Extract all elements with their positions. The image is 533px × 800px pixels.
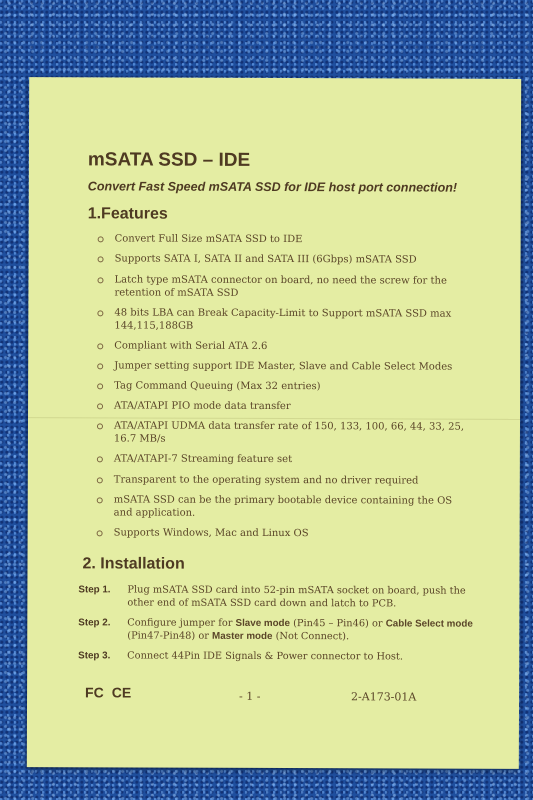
step-text: Configure jumper for Slave mode (Pin45 – Pin46) or Cable Select mode (Pin47-Pin48) or Master mode (Not Connect). <box>127 617 473 643</box>
step-label: Step 2. <box>78 617 111 629</box>
installation-heading: 2. Installation <box>82 555 185 573</box>
fcc-logo-icon: FC <box>85 684 104 701</box>
step-text: Plug mSATA SSD card into 52-pin mSATA socket on board, push the other end of mSATA SSD card down and latch to PCB. <box>127 584 466 610</box>
feature-item: ATA/ATAPI UDMA data transfer rate of 150, 133, 100, 66, 44, 33, 25, 16.7 MB/s <box>114 419 474 446</box>
feature-item: mSATA SSD can be the primary bootable device containing the OS and application. <box>114 493 474 520</box>
bullet-icon <box>97 343 103 349</box>
feature-item: ATA/ATAPI-7 Streaming feature set <box>114 452 474 466</box>
bullet-icon <box>97 403 103 409</box>
feature-item: Jumper setting support IDE Master, Slave and Cable Select Modes <box>114 359 474 373</box>
step-1 <box>78 583 478 610</box>
feature-item: Transparent to the operating system and no driver required <box>114 473 474 487</box>
bullet-icon <box>97 456 103 462</box>
product-title: mSATA SSD – IDE <box>87 149 251 171</box>
step-text: Connect 44Pin IDE Signals & Power connector to Host. <box>127 650 404 663</box>
slave-mode-term: Slave mode <box>235 617 291 630</box>
feature-item: 48 bits LBA can Break Capacity-Limit to Support mSATA SSD max 144,115,188GB <box>114 306 474 333</box>
cable-select-mode-term: Cable Select mode <box>385 618 473 630</box>
ce-logo-icon: CE <box>111 684 132 701</box>
feature-item: Tag Command Queuing (Max 32 entries) <box>114 379 474 393</box>
bullet-icon <box>97 497 103 503</box>
features-heading: 1.Features <box>87 205 168 223</box>
document-code: 2-A173-01A <box>351 690 417 704</box>
step-3 <box>78 649 478 663</box>
feature-item: Supports SATA I, SATA II and SATA III (6Gbps) mSATA SSD <box>115 252 475 266</box>
bullet-icon <box>97 277 103 283</box>
bullet-icon <box>97 423 103 429</box>
feature-item: ATA/ATAPI PIO mode data transfer <box>114 399 474 413</box>
step-label: Step 3. <box>78 650 111 662</box>
step-2 <box>78 616 478 643</box>
feature-item: Latch type mSATA connector on board, no need the screw for the retention of mSATA SSD <box>114 273 474 300</box>
bullet-icon <box>97 310 103 316</box>
feature-item: Compliant with Serial ATA 2.6 <box>114 339 474 353</box>
manual-sheet <box>27 77 521 769</box>
page-number: - 1 - <box>239 689 261 703</box>
master-mode-term: Master mode <box>212 630 273 642</box>
certification-logos <box>85 684 139 700</box>
bullet-icon <box>97 383 103 389</box>
feature-item: Convert Full Size mSATA SSD to IDE <box>115 232 475 246</box>
product-subtitle: Convert Fast Speed mSATA SSD for IDE host port connection! <box>87 179 458 195</box>
step-label: Step 1. <box>78 584 111 596</box>
bullet-icon <box>97 477 103 483</box>
bullet-icon <box>97 530 103 536</box>
bullet-icon <box>97 363 103 369</box>
bullet-icon <box>98 256 104 262</box>
feature-item: Supports Windows, Mac and Linux OS <box>114 526 474 540</box>
bullet-icon <box>98 236 104 242</box>
